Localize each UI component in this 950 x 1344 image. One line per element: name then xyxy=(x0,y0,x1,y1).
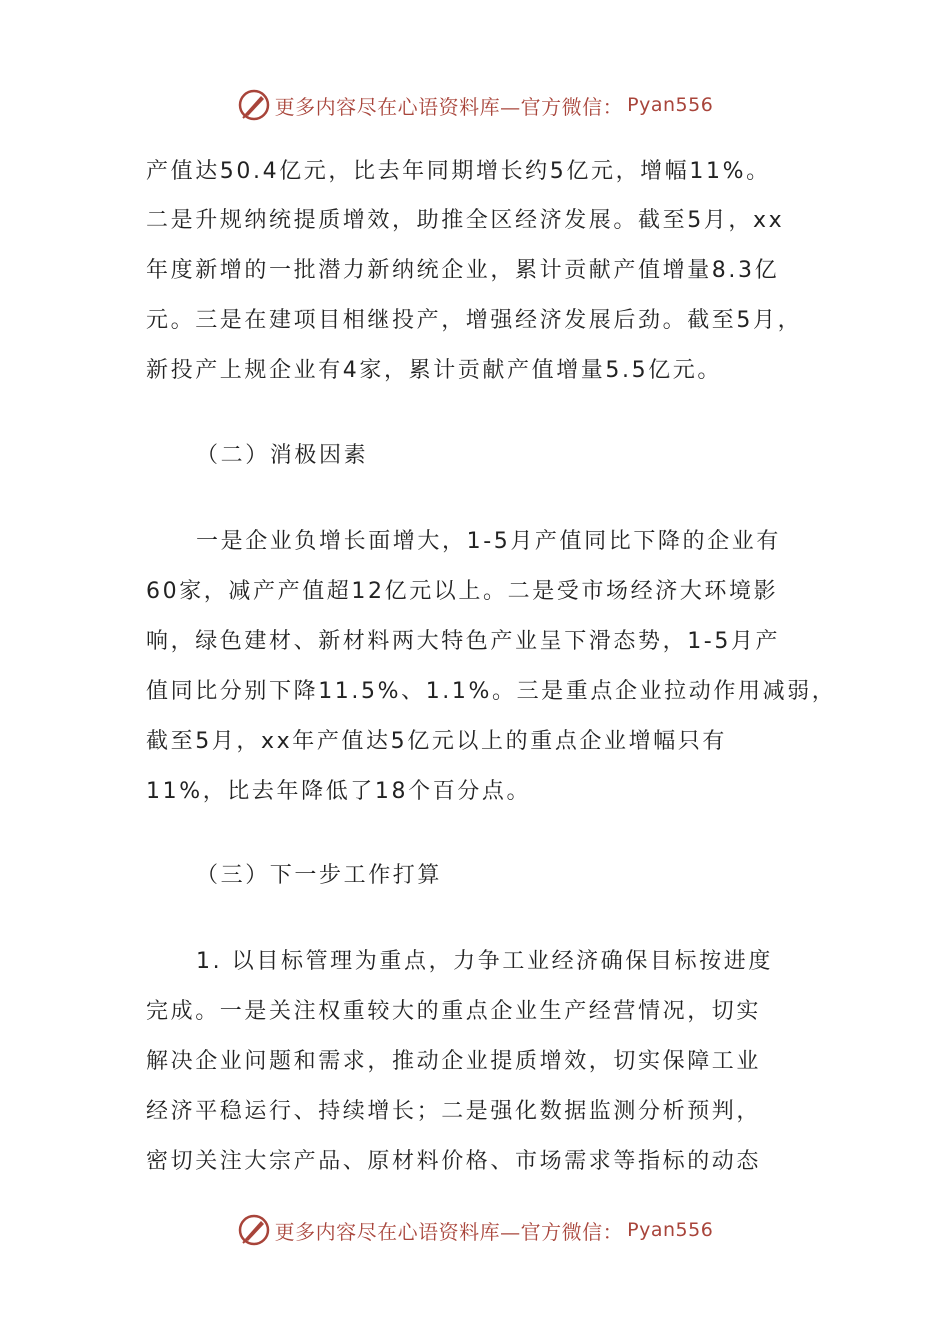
text-line: 一是企业负增长面增大，1-5月产值同比下降的企业有 xyxy=(196,529,781,554)
text-line: 元。三是在建项目相继投产，增强经济发展后劲。截至5月， xyxy=(146,308,803,333)
text-line: 11%，比去年降低了18个百分点。 xyxy=(146,779,532,804)
section-heading: （二）消极因素 xyxy=(196,443,369,468)
text-line: 产值达50.4亿元，比去年同期增长约5亿元，增幅11%。 xyxy=(146,159,771,184)
text-line: 完成。一是关注权重较大的重点企业生产经营情况，切实 xyxy=(146,999,762,1024)
text-line: 二是升规纳统提质增效，助推全区经济发展。截至5月，xx xyxy=(146,208,785,233)
text-line: 解决企业问题和需求，推动企业提质增效，切实保障工业 xyxy=(146,1049,762,1074)
text-line: 响，绿色建材、新材料两大特色产业呈下滑态势，1-5月产 xyxy=(146,629,781,654)
text-line: 年度新增的一批潜力新纳统企业，累计贡献产值增量8.3亿 xyxy=(146,258,780,283)
header-watermark xyxy=(0,85,950,125)
text-line: 经济平稳运行、持续增长；二是强化数据监测分析预判， xyxy=(146,1099,762,1124)
watermark-handle: Pyan556 xyxy=(627,94,714,116)
text-line: 60家，减产产值超12亿元以上。二是受市场经济大环境影 xyxy=(146,579,779,604)
text-line: 新投产上规企业有4家，累计贡献产值增量5.5亿元。 xyxy=(146,358,722,383)
pen-logo-icon xyxy=(237,1213,271,1247)
watermark-handle: Pyan556 xyxy=(627,1219,714,1241)
watermark-title: 更多内容尽在心语资料库—官方微信： xyxy=(274,94,624,119)
watermark-title: 更多内容尽在心语资料库—官方微信： xyxy=(274,1219,624,1244)
section-heading: （三）下一步工作打算 xyxy=(196,863,443,888)
text-line: 密切关注大宗产品、原材料价格、市场需求等指标的动态 xyxy=(146,1149,762,1174)
footer-watermark xyxy=(0,1210,950,1250)
text-line: 1. 以目标管理为重点，力争工业经济确保目标按进度 xyxy=(196,949,773,974)
text-line: 截至5月，xx年产值达5亿元以上的重点企业增幅只有 xyxy=(146,729,728,754)
text-line: 值同比分别下降11.5%、1.1%。三是重点企业拉动作用减弱， xyxy=(146,679,837,704)
pen-logo-icon xyxy=(237,88,271,122)
